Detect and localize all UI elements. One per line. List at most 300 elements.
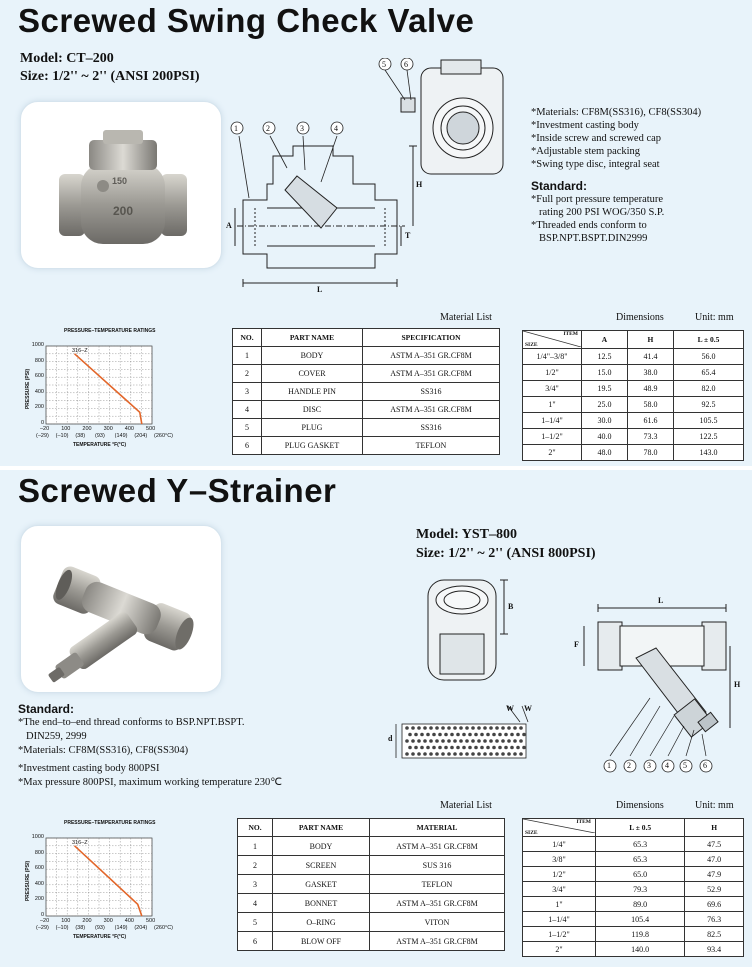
col-header: NO. (238, 819, 273, 837)
screen-hole (486, 733, 490, 737)
table-cell: 2 (233, 365, 262, 383)
table-cell: SS316 (363, 383, 500, 401)
screen-hole (492, 746, 496, 750)
table-cell: TEFLON (363, 437, 500, 455)
table-row (238, 875, 505, 894)
screen-hole (432, 746, 436, 750)
screen-hole (438, 733, 442, 737)
standard-item: rating 200 PSI WOG/350 S.P. (539, 207, 665, 218)
dimensions-table (522, 330, 744, 461)
corner-item-label: ITEM (576, 819, 591, 825)
part-callout-3: 3 (300, 124, 304, 133)
table-cell: 105.5 (673, 413, 743, 429)
corner-cell (523, 331, 582, 349)
table-cell: ASTM A–351 GR.CF8M (363, 365, 500, 383)
screen-hole (516, 746, 520, 750)
screen-hole (408, 733, 412, 737)
table-cell: O–RING (273, 913, 370, 932)
screen-hole (435, 739, 439, 743)
ys-part-callout-1: 1 (607, 761, 611, 770)
ys-dim-label-h: H (734, 680, 741, 689)
screen-hole (468, 746, 472, 750)
screen-hole (477, 752, 481, 756)
col-header: NO. (233, 329, 262, 347)
x-tick-label: 100 (61, 918, 71, 924)
screen-hole (447, 739, 451, 743)
screen-hole (417, 752, 421, 756)
table-row (523, 942, 744, 957)
feature-item: *Investment casting body (531, 120, 639, 131)
material-list-table (232, 328, 500, 455)
y-strainer-photo-card (20, 525, 222, 693)
col-header: MATERIAL (370, 819, 505, 837)
standard-item: DIN259, 2999 (26, 731, 87, 742)
table-cell: 61.6 (627, 413, 673, 429)
screen-hole (429, 739, 433, 743)
photo-marking-200: 200 (113, 204, 134, 218)
screen-hole (411, 752, 415, 756)
screen-hole (462, 746, 466, 750)
x-tick-label-celsius: (149) (114, 433, 128, 439)
part-callout-6: 6 (404, 60, 408, 69)
table-cell: BLOW OFF (273, 932, 370, 951)
chart-xlabel: TEMPERATURE °F(°C) (73, 934, 127, 940)
screen-hole (519, 752, 523, 756)
table-cell: 4 (238, 894, 273, 913)
section-title-y-strainer: Screwed Y–Strainer (18, 472, 337, 509)
x-tick-label: 400 (124, 918, 134, 924)
corner-cell (523, 819, 596, 837)
screen-hole (450, 746, 454, 750)
table-cell: 1–1/4" (523, 413, 582, 429)
screen-hole (516, 733, 520, 737)
table-row (233, 383, 500, 401)
corner-size-label: SIZE (525, 342, 538, 348)
table-row (523, 852, 744, 867)
table-cell: 30.0 (582, 413, 628, 429)
screen-hole (456, 746, 460, 750)
ys-dim-label-w: W (506, 704, 514, 713)
table-cell: ASTM A–351 GR.CF8M (370, 837, 505, 856)
screen-hole (423, 752, 427, 756)
screen-hole (501, 726, 505, 730)
table-cell: 2" (523, 445, 582, 461)
x-tick-label: 500 (146, 918, 156, 924)
screen-hole (417, 726, 421, 730)
table-cell: 1–1/2" (523, 429, 582, 445)
screen-hole (405, 752, 409, 756)
screen-hole (513, 726, 517, 730)
screen-hole (453, 752, 457, 756)
screen-hole (450, 733, 454, 737)
screen-hole (465, 726, 469, 730)
screen-hole (507, 739, 511, 743)
chart-title: PRESSURE–TEMPERATURE RATINGS (64, 820, 156, 826)
table-cell: ASTM A–351 GR.CF8M (370, 894, 505, 913)
unit-caption: Unit: mm (695, 800, 734, 811)
dimensions-caption: Dimensions (616, 312, 664, 323)
table-cell: 1/4" (523, 837, 596, 852)
y-strainer-drawing (388, 578, 750, 778)
screen-hole (522, 746, 526, 750)
table-header-row (238, 819, 505, 837)
col-header: PART NAME (273, 819, 370, 837)
screen-hole (492, 733, 496, 737)
table-cell: 140.0 (596, 942, 685, 957)
standard-item: *Threaded ends conform to (531, 220, 647, 231)
table-cell: 58.0 (627, 397, 673, 413)
table-cell: 143.0 (673, 445, 743, 461)
screen-hole (444, 733, 448, 737)
screen-hole (465, 752, 469, 756)
screen-hole (465, 739, 469, 743)
table-cell: 38.0 (627, 365, 673, 381)
table-cell: 92.5 (673, 397, 743, 413)
table-cell: 69.6 (685, 897, 744, 912)
table-row (523, 837, 744, 852)
table-cell: 65.0 (596, 867, 685, 882)
screen-hole (411, 726, 415, 730)
table-cell: 122.5 (673, 429, 743, 445)
table-row (523, 882, 744, 897)
standard-item: *Full port pressure temperature (531, 194, 664, 205)
part-callout-5: 5 (382, 60, 386, 69)
table-cell: 82.5 (685, 927, 744, 942)
table-row (238, 913, 505, 932)
feature-item: *Materials: CF8M(SS316), CF8(SS304) (531, 107, 702, 118)
table-row (523, 897, 744, 912)
screen-hole (459, 752, 463, 756)
section-divider (0, 466, 752, 470)
table-cell: 2 (238, 856, 273, 875)
col-header: H (685, 819, 744, 837)
col-header: A (582, 331, 628, 349)
table-header-row (523, 819, 744, 837)
table-row (233, 419, 500, 437)
screen-hole (504, 746, 508, 750)
table-cell: 93.4 (685, 942, 744, 957)
corner-item-label: ITEM (563, 331, 578, 337)
screen-hole (477, 726, 481, 730)
standard-item: *Materials: CF8M(SS316), CF8(SS304) (18, 745, 189, 756)
screen-hole (504, 733, 508, 737)
y-strainer-drawing-lines (388, 578, 750, 778)
table-cell: BODY (262, 347, 363, 365)
screen-hole (462, 733, 466, 737)
table-cell: 1/4"–3/8" (523, 349, 582, 365)
table-cell: BONNET (273, 894, 370, 913)
x-tick-label-celsius: (–29) (36, 925, 49, 931)
x-tick-label-celsius: (149) (114, 925, 128, 931)
table-cell: 15.0 (582, 365, 628, 381)
table-cell: 73.3 (627, 429, 673, 445)
screen-hole (489, 726, 493, 730)
table-cell: 47.0 (685, 852, 744, 867)
table-cell: ASTM A–351 GR.CF8M (363, 347, 500, 365)
screen-hole (483, 726, 487, 730)
table-cell: 25.0 (582, 397, 628, 413)
feature-item: *Swing type disc, integral seat (531, 159, 660, 170)
standard-item: *Investment casting body 800PSI (18, 763, 160, 774)
standard-item: *Max pressure 800PSI, maximum working temperature 230℃ (18, 777, 283, 788)
pressure-temp-chart-1 (18, 326, 188, 456)
ys-dim-label-w2: W (524, 704, 532, 713)
table-row (233, 347, 500, 365)
corner-size-label: SIZE (525, 830, 538, 836)
y-strainer-standard (18, 702, 282, 790)
material-list-caption: Material List (440, 312, 492, 323)
y-tick-label: 200 (34, 896, 44, 903)
y-tick-label: 400 (34, 388, 44, 395)
table-cell: 105.4 (596, 912, 685, 927)
screen-hole (477, 739, 481, 743)
screen-hole (417, 739, 421, 743)
standard-item: BSP.NPT.BSPT.DIN2999 (539, 233, 648, 244)
table-cell: 1–1/4" (523, 912, 596, 927)
standard-heading: Standard: (531, 179, 588, 193)
screen-hole (459, 739, 463, 743)
screen-hole (414, 733, 418, 737)
x-tick-label-celsius: (204) (134, 433, 148, 439)
screen-hole (489, 739, 493, 743)
screen-hole (495, 752, 499, 756)
screen-hole (471, 726, 475, 730)
x-tick-label: 300 (103, 426, 113, 432)
x-tick-label-celsius: (93) (95, 925, 105, 931)
screen-hole (480, 746, 484, 750)
ys-dim-label-f: F (574, 640, 579, 649)
screen-hole (405, 726, 409, 730)
chart-series-label: 316–Z (72, 840, 88, 846)
ys-size-label: Size: 1/2'' ~ 2'' (ANSI 800PSI) (416, 546, 596, 561)
table-cell: ASTM A–351 GR.CF8M (370, 932, 505, 951)
x-tick-label-celsius: (93) (95, 433, 105, 439)
screen-hole (483, 752, 487, 756)
feature-item: *Adjustable stem packing (531, 146, 641, 157)
screen-hole (423, 726, 427, 730)
screen-hole (438, 746, 442, 750)
table-row (523, 349, 744, 365)
table-cell: 19.5 (582, 381, 628, 397)
x-tick-label-celsius: (38) (75, 433, 86, 439)
screen-hole (414, 746, 418, 750)
y-tick-label: 800 (34, 849, 44, 856)
dim-label-t: T (405, 231, 411, 240)
col-header: L ± 0.5 (673, 331, 743, 349)
dim-label-h: H (416, 180, 423, 189)
table-cell: SCREEN (273, 856, 370, 875)
screen-hole (501, 739, 505, 743)
table-cell: HANDLE PIN (262, 383, 363, 401)
table-cell: 89.0 (596, 897, 685, 912)
table-cell: 48.9 (627, 381, 673, 397)
chart-ylabel: PRESSURE (PSI) (25, 860, 32, 902)
y-tick-label: 400 (34, 880, 44, 887)
ys-standard-heading: Standard: (18, 702, 75, 716)
screen-hole (429, 726, 433, 730)
screen-hole (453, 739, 457, 743)
x-tick-label: 400 (124, 426, 134, 432)
part-callout-4: 4 (334, 124, 338, 133)
table-cell: GASKET (273, 875, 370, 894)
feature-item: *Inside screw and screwed cap (531, 133, 662, 144)
table-cell: 65.3 (596, 852, 685, 867)
table-cell: BODY (273, 837, 370, 856)
table-cell: 3 (238, 875, 273, 894)
screen-hole (519, 739, 523, 743)
screen-hole (510, 733, 514, 737)
screen-hole (489, 752, 493, 756)
screen-hole (498, 746, 502, 750)
size-label: Size: 1/2'' ~ 2'' (ANSI 200PSI) (20, 69, 200, 84)
section-title-check-valve: Screwed Swing Check Valve (18, 2, 475, 39)
table-cell: 119.8 (596, 927, 685, 942)
table-row (523, 912, 744, 927)
table-row (523, 867, 744, 882)
y-tick-label: 0 (40, 912, 44, 918)
screen-hole (426, 746, 430, 750)
screen-hole (510, 746, 514, 750)
table-cell: DISC (262, 401, 363, 419)
table-row (238, 894, 505, 913)
ys-dim-label-b: B (508, 602, 514, 611)
screen-hole (408, 746, 412, 750)
table-cell: 41.4 (627, 349, 673, 365)
y-tick-label: 600 (34, 373, 44, 380)
table-cell: 3 (233, 383, 262, 401)
x-tick-label: 200 (82, 426, 92, 432)
table-cell: SUS 316 (370, 856, 505, 875)
screen-hole (453, 726, 457, 730)
table-row (233, 365, 500, 383)
screen-hole (468, 733, 472, 737)
screen-hole (474, 746, 478, 750)
ys-part-callout-3: 3 (647, 761, 651, 770)
chart-series-label: 316–Z (72, 348, 88, 354)
table-cell: 2" (523, 942, 596, 957)
table-cell: VITON (370, 913, 505, 932)
table-row (238, 856, 505, 875)
screen-hole (420, 746, 424, 750)
ys-part-callout-4: 4 (665, 761, 669, 770)
material-list-table (237, 818, 505, 951)
screen-hole (435, 726, 439, 730)
table-cell: 1 (233, 347, 262, 365)
check-valve-features (531, 106, 701, 245)
col-header: SPECIFICATION (363, 329, 500, 347)
table-cell: 82.0 (673, 381, 743, 397)
table-row (523, 927, 744, 942)
y-tick-label: 0 (40, 420, 44, 426)
col-header: PART NAME (262, 329, 363, 347)
table-cell: 1" (523, 397, 582, 413)
table-cell: 47.5 (685, 837, 744, 852)
ys-part-callout-6: 6 (703, 761, 707, 770)
screen-hole (429, 752, 433, 756)
table-row (238, 837, 505, 856)
screen-hole (459, 726, 463, 730)
y-tick-label: 600 (34, 865, 44, 872)
y-tick-label: 800 (34, 357, 44, 364)
table-cell: 65.4 (673, 365, 743, 381)
table-cell: 79.3 (596, 882, 685, 897)
standard-item: *The end–to–end thread conforms to BSP.NPT.BSPT. (18, 717, 245, 728)
x-tick-label-celsius: (–29) (36, 433, 49, 439)
table-row (523, 429, 744, 445)
table-cell: 76.3 (685, 912, 744, 927)
table-header-row (523, 331, 744, 349)
x-tick-label-celsius: (204) (134, 925, 148, 931)
table-cell: 1/2" (523, 365, 582, 381)
screen-hole (507, 752, 511, 756)
screen-hole (456, 733, 460, 737)
table-cell: TEFLON (370, 875, 505, 894)
table-row (523, 413, 744, 429)
x-tick-label: –20 (40, 426, 50, 432)
y-tick-label: 1000 (31, 834, 44, 840)
screen-hole (411, 739, 415, 743)
chart-xlabel: TEMPERATURE °F(°C) (73, 442, 127, 448)
screen-hole (495, 726, 499, 730)
screen-hole (486, 746, 490, 750)
table-cell: 6 (233, 437, 262, 455)
table-cell: 3/4" (523, 882, 596, 897)
table-cell: 6 (238, 932, 273, 951)
x-tick-label: 300 (103, 918, 113, 924)
table-cell: 1" (523, 897, 596, 912)
screen-hole (441, 726, 445, 730)
screen-hole (441, 752, 445, 756)
screen-hole (513, 739, 517, 743)
check-valve-photo-card (20, 101, 222, 269)
ys-part-callout-5: 5 (683, 761, 687, 770)
y-tick-label: 1000 (31, 342, 44, 348)
dim-label-l: L (317, 285, 323, 294)
screen-hole (513, 752, 517, 756)
table-row (523, 381, 744, 397)
screen-hole (495, 739, 499, 743)
screen-hole (426, 733, 430, 737)
table-cell: 56.0 (673, 349, 743, 365)
y-tick-label: 200 (34, 404, 44, 411)
table-cell: SS316 (363, 419, 500, 437)
table-cell: 12.5 (582, 349, 628, 365)
material-list-caption: Material List (440, 800, 492, 811)
x-tick-label: 200 (82, 918, 92, 924)
table-cell: 47.9 (685, 867, 744, 882)
screen-hole (471, 739, 475, 743)
table-row (233, 401, 500, 419)
screen-hole (480, 733, 484, 737)
x-tick-label-celsius: (–10) (55, 925, 69, 931)
check-valve-drawing-lines (225, 58, 505, 298)
screen-hole (474, 733, 478, 737)
x-tick-label: 100 (61, 426, 71, 432)
screen-hole (423, 739, 427, 743)
table-cell: PLUG (262, 419, 363, 437)
table-row (233, 437, 500, 455)
table-cell: 40.0 (582, 429, 628, 445)
table-cell: COVER (262, 365, 363, 383)
dim-label-a: A (226, 221, 232, 230)
model-label: Model: CT–200 (20, 51, 114, 66)
dimensions-caption: Dimensions (616, 800, 664, 811)
table-cell: 3/8" (523, 852, 596, 867)
table-cell: 3/4" (523, 381, 582, 397)
screen-hole (471, 752, 475, 756)
check-valve-section-drawing (225, 58, 505, 298)
screen-hole (432, 733, 436, 737)
